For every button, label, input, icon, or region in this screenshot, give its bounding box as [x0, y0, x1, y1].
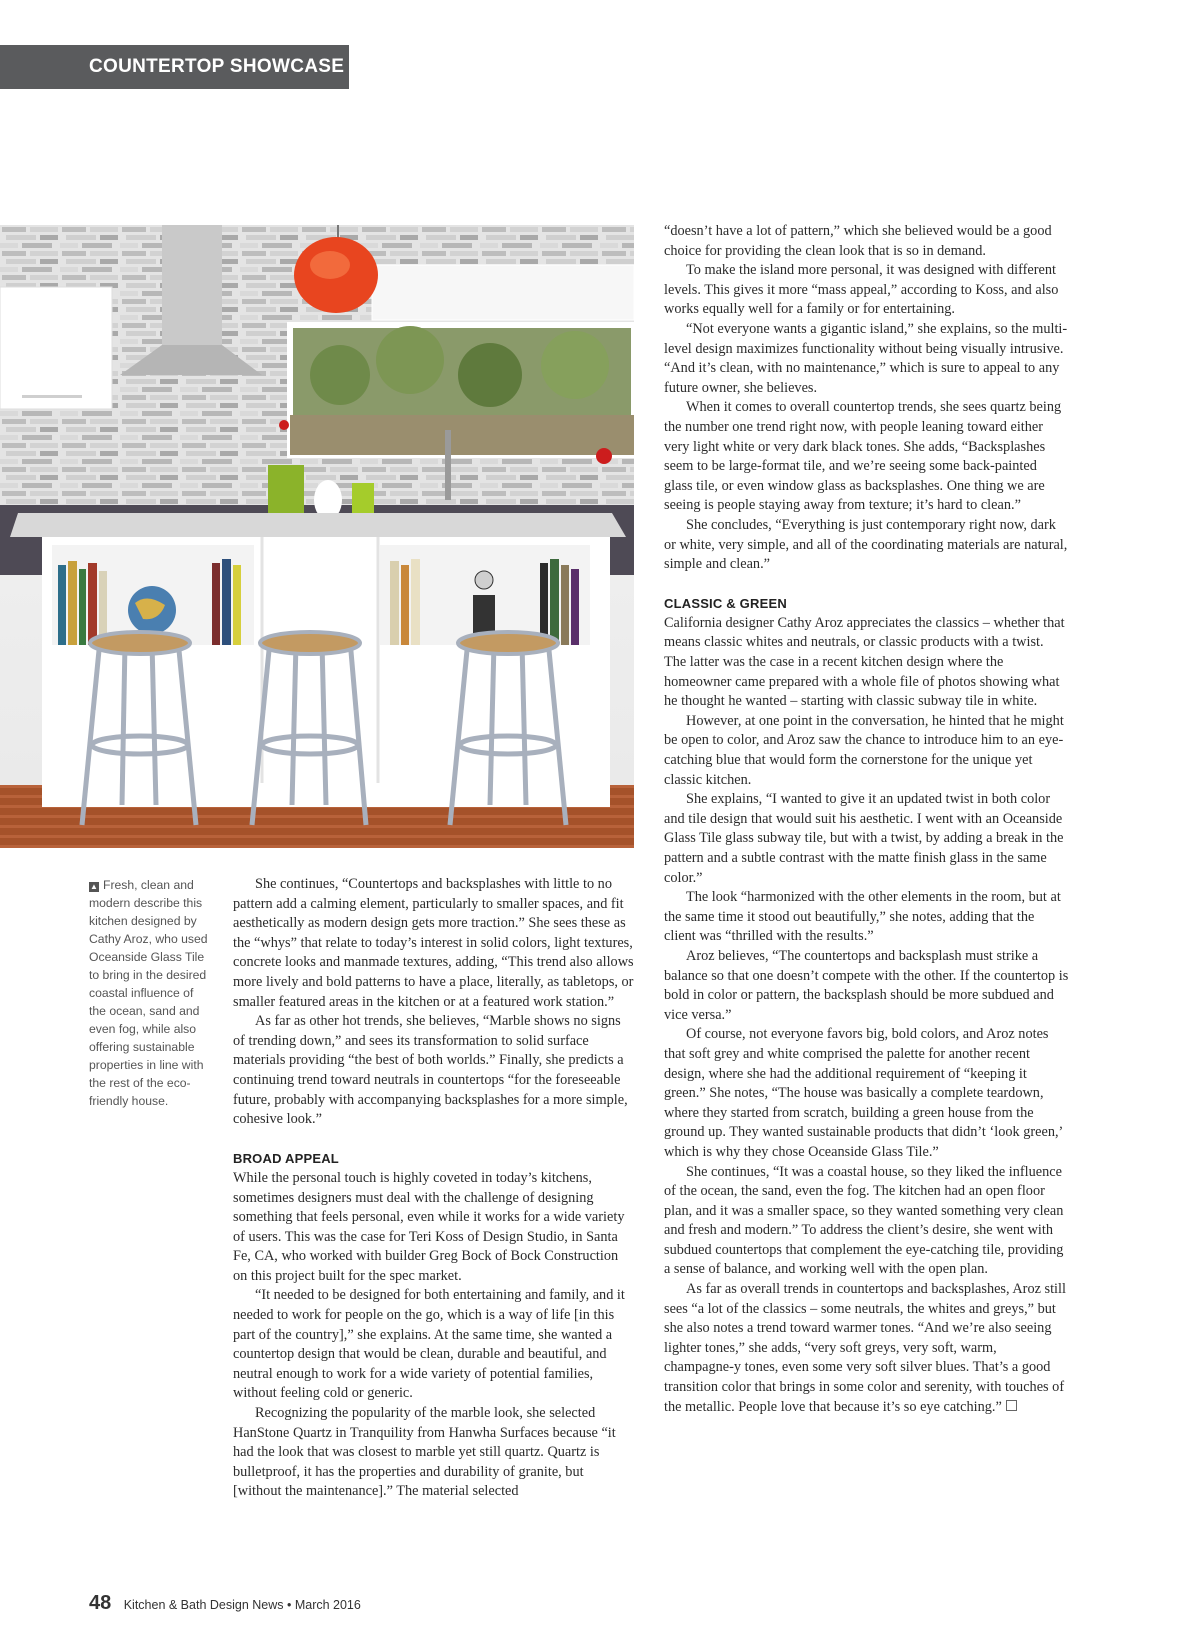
paragraph: To make the island more personal, it was designed with different levels. This gives it more “mass appeal,” according to Koss, and also works equally well for a family or for entertaining. — [664, 262, 1059, 318]
photo-caption — [89, 876, 209, 1110]
article-column-middle — [233, 875, 635, 1502]
paragraph: She continues, “Countertops and backsplashes with little to no pattern add a calming element, particularly to smaller spaces, and fit aesthetically as modern design gets more traction.” She sees these as the “whys” that relate to today’s interest in solid colors, light textures, concrete looks and manmade textures, adding, “This trend also allows more lively and bold patterns to have a place, literally, as tabletops, or smaller featured areas in the kitchen or at a featured work station.” — [233, 876, 634, 1010]
paragraph: “It needed to be designed for both entertaining and family, and it needed to work for people on the go, which is a way of life [in this part of the country],” she explains. At the same time, she wanted a countertop design that would be clean, durable and beautiful, and neutral enough to work for a wide variety of potential families, without feeling cold or generic. — [233, 1287, 625, 1402]
paragraph: “Not everyone wants a gigantic island,” she explains, so the multi-level design maximizes functionality without being visually intrusive. “And it’s clean, with no maintenance,” which is sure to appeal to any future owner, she believes. — [664, 320, 1068, 396]
paragraph: Recognizing the popularity of the marble look, she selected HanStone Quartz in Tranquility from Hanwha Surfaces because “it had the look that was closest to marble yet still quartz. Quartz is bulletproof, it has the properties and durability of granite, but [without the maintenance].” The material selected — [233, 1405, 616, 1500]
paragraph: She concludes, “Everything is just contemporary right now, dark or white, very simple, and all of the coordinating materials are natural, simple and clean.” — [664, 516, 1068, 573]
paragraph: Aroz believes, “The countertops and backsplash must strike a balance so that one doesn’t compete with the other. If the countertop is bold in color or pattern, the backsplash should be more subdued and vice versa.” — [664, 947, 1069, 1023]
paragraph: “doesn’t have a lot of pattern,” which she believed would be a good choice for providing the clean look that is so in demand. — [664, 223, 1052, 259]
section-banner-label: COUNTERTOP SHOWCASE — [89, 56, 345, 77]
photo-arrow-icon: ▲ — [90, 882, 98, 891]
paragraph: However, at one point in the conversation, he hinted that he might be open to color, and Aroz saw the chance to introduce him to an eye-catching blue that would form the cornerstone for the unique yet classic kitchen. — [664, 712, 1064, 788]
paragraph: As far as other hot trends, she believes, “Marble shows no signs of trending down,” and sees its transformation to solid surface materials providing “the best of both worlds.” Finally, she predicts a continuing trend toward neutrals in countertops “for the foreseeable future, probably with accompanying backsplashes for a more simple, cohesive look.” — [233, 1013, 628, 1128]
paragraph: While the personal touch is highly coveted in today’s kitchens, sometimes designers must deal with the challenge of designing something that feels personal, even while it works for a wide variety of users. This was the case for Teri Koss of Design Studio, in Santa Fe, CA, who worked with builder Greg Bock of Bock Construction on this project built for the spec market. — [233, 1169, 625, 1284]
page-footer — [89, 1592, 361, 1615]
section-heading-classic-green: CLASSIC & GREEN — [664, 596, 787, 612]
kitchen-photo — [0, 225, 634, 848]
publication-info: Kitchen & Bath Design News • March 2016 — [123, 1598, 361, 1612]
paragraph-final-text: As far as overall trends in countertops and backsplashes, Aroz still sees “a lot of the classics – some neutrals, the whites and greys,” but she also notes a trend toward warmer tones. “And we’re also seeing lighter tones,” she adds, “very soft greys, very soft, warm, champagne-y tones, even some very soft silver blues. That’s a good transition color that brings in some color and serenity, with touches of the metallic. People love that because it’s so eye catching.” — [664, 1281, 1066, 1415]
paragraph: She explains, “I wanted to give it an updated twist in both color and tile design that would suit his aesthetic. I went with an Oceanside Glass Tile glass subway tile, but with a twist, by adding a break in the pattern and a subtle contrast with the matte finish glass in the same color.” — [664, 791, 1064, 886]
paragraph: She continues, “It was a coastal house, so they liked the influence of the ocean, the sand, even the fog. The kitchen had an open floor plan, and it was a smaller space, so they wanted something very clean and fresh and modern.” To address the client’s desire, she went with subdued countertops that complement the eye-catching tile, providing a sense of balance, and working well with the open plan. — [664, 1163, 1064, 1278]
section-heading-broad-appeal: BROAD APPEAL — [233, 1151, 339, 1167]
paragraph: When it comes to overall countertop trends, she sees quartz being the number one trend right now, with people leaning toward either very light white or very dark black tones. She adds, “Backsplashes seem to be large-format tile, and we’re seeing some back-painted glass tile, or even window glass as backsplashes. One thing we are seeing is people staying away from texture; it’s hard to clean.” — [664, 399, 1062, 514]
paragraph-final — [664, 1280, 1069, 1417]
paragraph: California designer Cathy Aroz appreciates the classics – whether that means classic whites and neutrals, or classic products with a twist. The latter was the case in a recent kitchen design where the homeowner came prepared with a whole file of photos showing what he thought he wanted – starting with classic subway tile in white. — [664, 614, 1065, 710]
paragraph: The look “harmonized with the other elements in the room, but at the same time it stood out beautifully,” she notes, adding that the client was “thrilled with the results.” — [664, 889, 1061, 945]
end-of-article-icon — [1006, 1400, 1017, 1411]
photo-caption-text: Fresh, clean and modern describe this kitchen designed by Cathy Aroz, who used Oceanside Glass Tile to bring in the desired coastal influence of the ocean, sand and even fog, while also offering sustainable properties in line with the rest of the eco-friendly house. — [89, 878, 208, 1108]
paragraph: Of course, not everyone favors big, bold colors, and Aroz notes that soft grey and white comprised the palette for another recent design, where she had the additional requirement of “keeping it green.” She notes, “The house was basically a complete teardown, where they started from scratch, building a green house from the ground up. They wanted sustainable products that didn’t ‘look green,’ which is why they chose Oceanside Glass Tile.” — [664, 1026, 1063, 1160]
section-banner — [0, 45, 349, 89]
page-number: 48 — [89, 1592, 112, 1614]
article-column-right — [664, 222, 1069, 1417]
